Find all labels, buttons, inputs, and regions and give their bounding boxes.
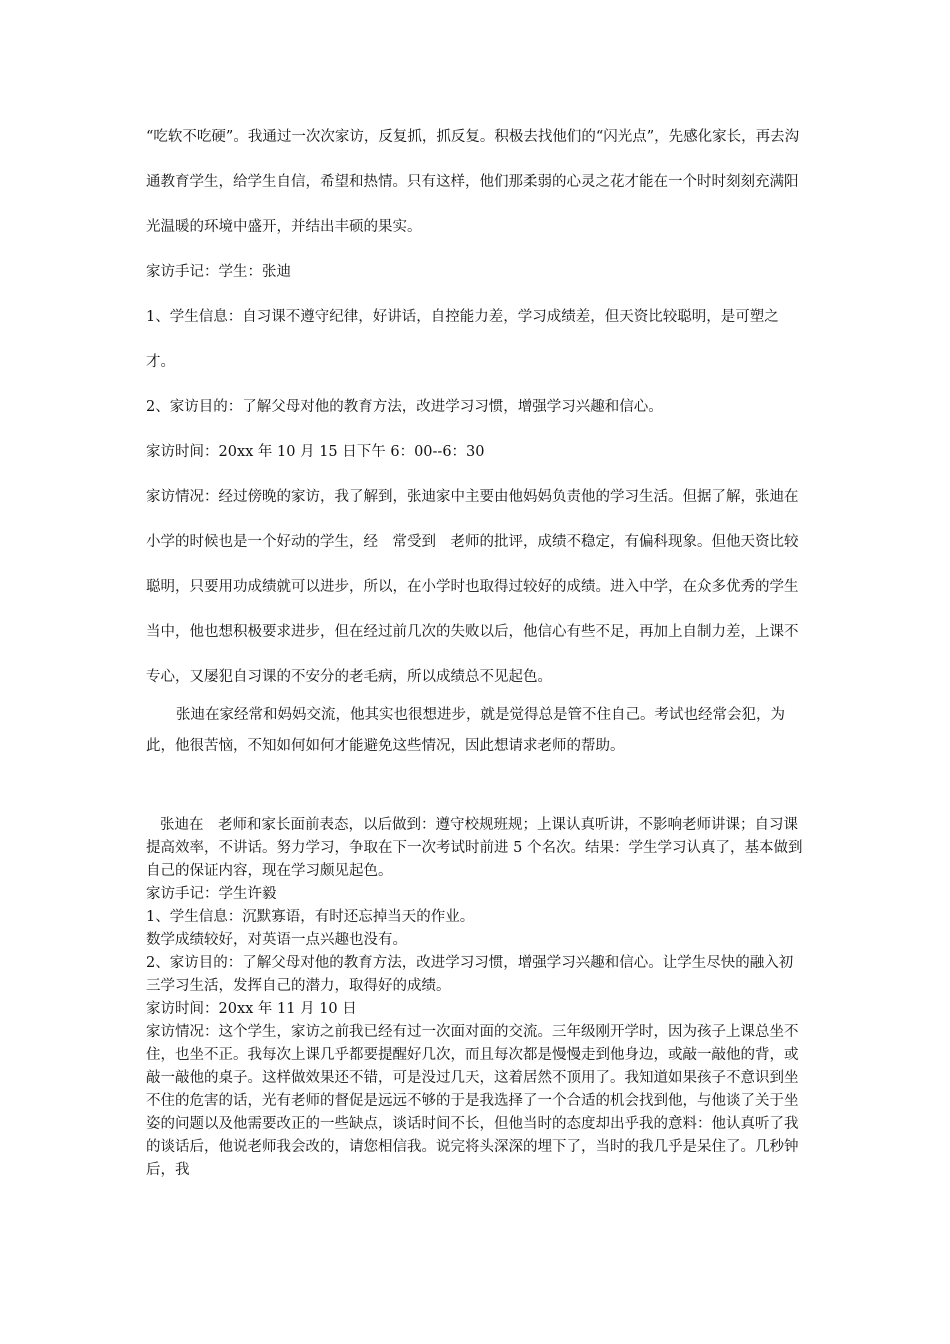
visit-situation: 家访情况：经过傍晚的家访，我了解到，张迪家中主要由他妈妈负责他的学习生活。但据了解，张迪在小学的时候也是一个好动的学生，经 常受到 老师的批评，成绩不稳定，有偏科现象。但他天资比较聪明，只要用功成绩就可以进步，所以，在小学时也取得过较好的成绩。进入中学，在众多优秀的学生当中，他也想积极要求进步，但在经过前几次的失败以后，他信心有些不足，再加上自制力差，上课不专心，又屡犯自习课的不安分的老毛病，所以成绩总不见起色。 <box>146 489 799 685</box>
visit-purpose-2: 2、家访目的：了解父母对他的教育方法，改进学习习惯，增强学习兴趣和信心。让学生尽快的融入初三学习生活，发挥自己的潜力，取得好的成绩。 <box>146 955 794 994</box>
paragraph-communication: 张迪在家经常和妈妈交流，他其实也很想进步，就是觉得总是管不住自己。考试也经常会犯，为此，他很苦恼，不知如何如何才能避免这些情况，因此想请求老师的帮助。 <box>146 707 785 754</box>
student-info: 1、学生信息：自习课不遵守纪律，好讲话，自控能力差，学习成绩差，但天资比较聪明，是可塑之才。 <box>146 309 779 370</box>
heading-home-visit-xuyi: 家访手记：学生许毅 <box>146 886 277 902</box>
visit-purpose: 2、家访目的：了解父母对他的教育方法，改进学习习惯，增强学习兴趣和信心。 <box>146 399 663 415</box>
section-lower <box>146 814 806 1182</box>
paragraph-intro: “吃软不吃硬”。我通过一次次家访，反复抓，抓反复。积极去找他们的“闪光点”，先感化家长，再去沟通教育学生，给学生自信，希望和热情。只有这样，他们那柔弱的心灵之花才能在一个时时刻刻充满阳光温暖的环境中盛开，并结出丰硕的果实。 <box>146 129 800 235</box>
student-grades: 数学成绩较好，对英语一点兴趣也没有。 <box>146 932 407 948</box>
heading-home-visit-zhangdi: 家访手记：学生：张迪 <box>146 264 291 280</box>
visit-situation-2: 家访情况：这个学生，家访之前我已经有过一次面对面的交流。三年级刚开学时，因为孩子上课总坐不住，也坐不正。我每次上课几乎都要提醒好几次，而且每次都是慢慢走到他身边，或敲一敲他的背，或敲一敲他的桌子。这样做效果还不错，可是没过几天，这着居然不顶用了。我知道如果孩子不意识到坐不住的危害的话，光有老师的督促是远远不够的于是我选择了一个合适的机会找到他，与他谈了关于坐姿的问题以及他需要改正的一些缺点，谈话时间不长，但他当时的态度却出乎我的意料：他认真听了我的谈话后，他说老师我会改的，请您相信我。说完将头深深的埋下了，当时的我几乎是呆住了。几秒钟后，我 <box>146 1024 799 1178</box>
section-upper <box>146 115 806 762</box>
visit-time-2: 家访时间：20xx 年 11 月 10 日 <box>146 1001 357 1017</box>
paragraph-pledge: 张迪在 老师和家长面前表态，以后做到：遵守校规班规；上课认真听讲，不影响老师讲课；自习课提高效率，不讲话。努力学习，争取在下一次考试时前进 5 个名次。结果：学生学习认真了，基本做到自己的保证内容，现在学习颇见起色。 <box>146 817 803 879</box>
visit-time: 家访时间：20xx 年 10 月 15 日下午 6：00--6：30 <box>146 444 485 460</box>
student-info-2: 1、学生信息：沉默寡语，有时还忘掉当天的作业。 <box>146 909 475 925</box>
